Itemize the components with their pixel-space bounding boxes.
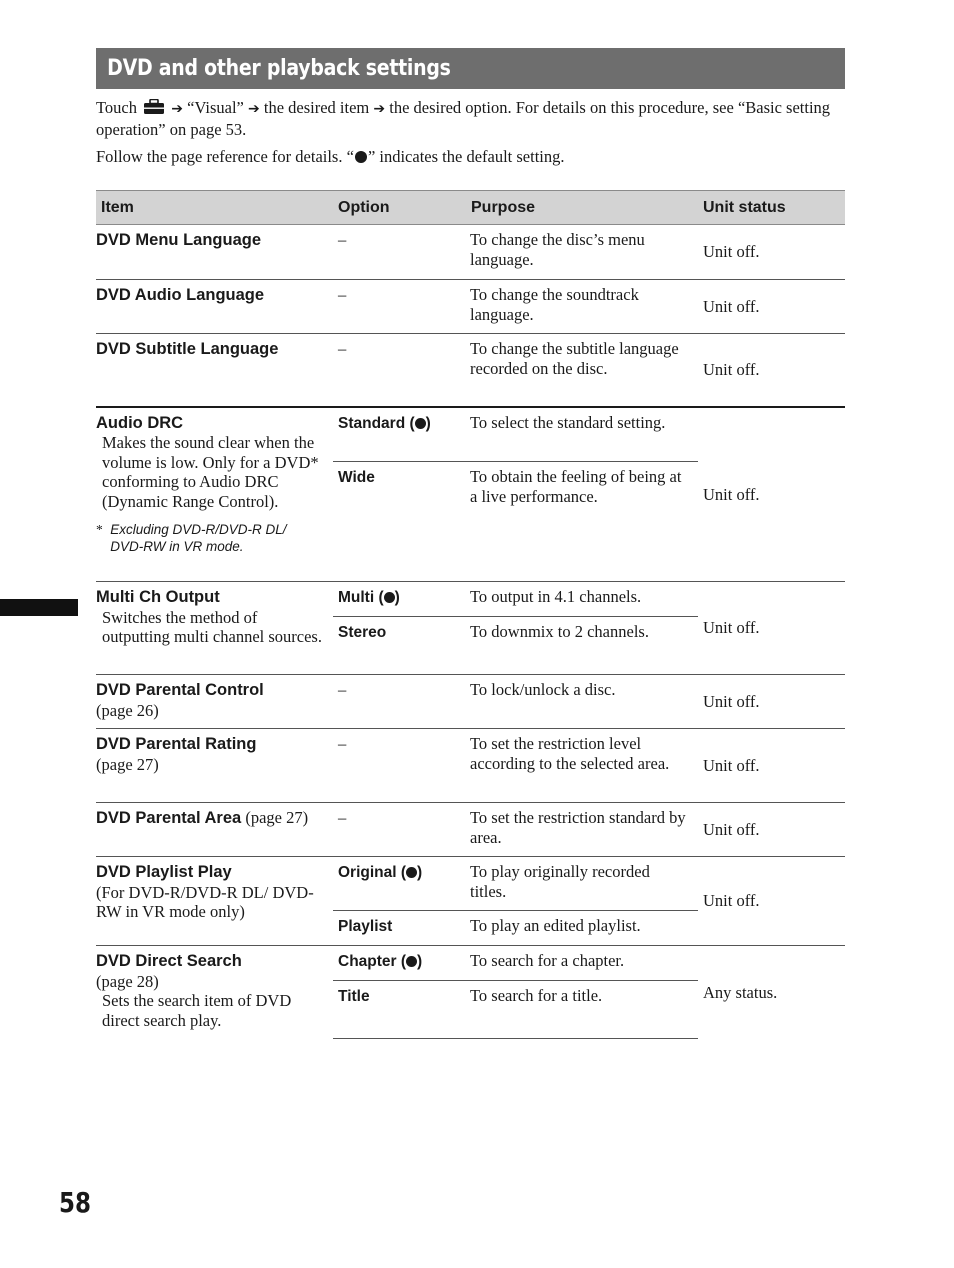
table-row [96,280,845,334]
item-name: DVD Parental Area [96,809,242,827]
item-description: Makes the sound clear when the volume is low. Only for a DVD* conforming to Audio DRC (Dynamic Range Control). [102,433,319,511]
option-value: – [338,285,347,304]
item-name: DVD Menu Language [96,231,262,249]
table-header-row [96,191,845,225]
filled-circle-icon [415,418,426,429]
unit-status-cell: Unit off. [698,729,845,803]
option-cell [333,225,466,280]
option-cell [333,407,466,462]
option-cell [333,617,466,675]
option-name [338,415,431,432]
filled-circle-icon [384,592,395,603]
option-name [338,953,422,970]
unit-status-cell: Unit off. [698,225,845,280]
unit-status-cell: Unit off. [698,334,845,407]
item-cell [96,803,333,857]
item-cell [96,675,333,729]
section-title: DVD and other playback settings [107,56,451,81]
purpose-cell: To change the disc’s menu language. [466,225,698,280]
right-arrow-icon: ➔ [248,101,260,117]
column-header-option: Option [333,191,466,225]
option-cell [333,803,466,857]
item-page-ref: (page 26) [96,700,159,720]
table-row [96,946,845,981]
purpose-cell: To obtain the feeling of being at a live performance. [466,462,698,582]
section-header-bar [96,48,845,89]
item-name: Audio DRC [96,413,184,432]
page-number: 58 [59,1186,91,1219]
item-name: DVD Parental Control [96,681,264,699]
table-row [96,582,845,617]
option-label-suffix: ) [425,414,431,432]
default-note-prefix: Follow the page reference for details. “ [96,147,354,166]
option-name [338,589,400,606]
unit-status-cell: Unit off. [698,280,845,334]
table-row [96,334,845,407]
item-cell [96,334,333,407]
item-name: DVD Subtitle Language [96,340,279,358]
item-name: Multi Ch Output [96,588,220,606]
option-cell [333,857,466,911]
default-note-suffix: ” indicates the default setting. [367,147,565,166]
unit-status-cell: Unit off. [698,407,845,582]
purpose-cell: To change the subtitle language recorded on the disc. [466,334,698,407]
table-row [96,729,845,803]
item-name: DVD Direct Search [96,952,242,970]
option-cell [333,582,466,617]
intro-paragraph [96,98,848,139]
table-row [96,675,845,729]
purpose-cell: To play originally recorded titles. [466,857,698,911]
option-value: – [338,339,347,358]
option-cell [333,334,466,407]
option-cell [333,462,466,582]
settings-table [96,190,845,1039]
item-name: DVD Playlist Play [96,863,232,881]
table-row [96,225,845,280]
purpose-cell: To search for a chapter. [466,946,698,981]
option-value: – [338,808,347,827]
footnote-text: Excluding DVD-R/DVD-R DL/ DVD-RW in VR mode. [110,522,287,554]
item-description: Sets the search item of DVD direct search play. [102,991,292,1030]
item-cell [96,946,333,1039]
filled-circle-icon [355,151,367,163]
option-label: Multi ( [338,589,384,606]
purpose-cell: To set the restriction level according to the selected area. [466,729,698,803]
intro-default-note [96,147,848,167]
column-header-item: Item [96,191,333,225]
table-row [96,803,845,857]
option-cell [333,280,466,334]
option-label: Chapter ( [338,953,407,970]
purpose-cell: To lock/unlock a disc. [466,675,698,729]
unit-status-cell: Unit off. [698,675,845,729]
item-cell [96,407,333,582]
table-row [96,407,845,462]
option-label-suffix: ) [394,589,400,606]
option-cell [333,675,466,729]
purpose-cell: To search for a title. [466,981,698,1039]
item-cell [96,857,333,946]
unit-status-cell: Any status. [698,946,845,1039]
option-name: Wide [338,469,375,486]
item-cell [96,280,333,334]
unit-status-cell: Unit off. [698,803,845,857]
item-page-ref: (For DVD-R/DVD-R DL/ DVD-RW in VR mode only) [96,882,314,921]
filled-circle-icon [406,956,417,967]
option-cell [333,981,466,1039]
footnote-mark: * [96,522,103,537]
purpose-cell: To output in 4.1 channels. [466,582,698,617]
item-page-ref: (page 27) [245,808,309,827]
intro-touch-text: Touch [96,98,138,117]
purpose-cell: To downmix to 2 channels. [466,617,698,675]
option-name: Playlist [338,918,393,935]
option-label-suffix: ) [417,864,423,881]
column-header-unit-status: Unit status [698,191,845,225]
item-description: Switches the method of outputting multi channel sources. [102,607,322,646]
column-header-purpose: Purpose [466,191,698,225]
option-cell [333,946,466,981]
unit-status-cell: Unit off. [698,582,845,675]
right-arrow-icon: ➔ [373,101,386,117]
option-label-suffix: ) [417,953,423,970]
option-cell [333,911,466,946]
purpose-cell: To play an edited playlist. [466,911,698,946]
item-name: DVD Parental Rating [96,735,257,753]
footnote [96,521,327,555]
intro-visual-text: “Visual” [187,98,244,117]
right-arrow-icon: ➔ [171,101,183,117]
purpose-cell: To select the standard setting. [466,407,698,462]
item-cell [96,582,333,675]
item-page-ref: (page 27) [96,754,159,774]
item-cell [96,225,333,280]
side-index-tab [0,599,78,616]
option-label: Original ( [338,864,407,881]
intro-rest-text: the desired option. For details on this procedure, see “Basic setting operation” on page 53. [96,98,831,139]
option-name [338,864,422,881]
filled-circle-icon [406,867,417,878]
option-value: – [338,734,347,753]
purpose-cell: To change the soundtrack language. [466,280,698,334]
purpose-cell: To set the restriction standard by area. [466,803,698,857]
table-row [96,857,845,911]
unit-status-cell: Unit off. [698,857,845,946]
option-value: – [338,680,347,699]
option-name: Title [338,988,370,1005]
toolbox-icon [143,99,165,115]
option-name: Stereo [338,624,387,641]
item-cell [96,729,333,803]
option-label: Standard ( [338,414,415,432]
item-page-ref: (page 28) [96,971,159,991]
option-cell [333,729,466,803]
item-name: DVD Audio Language [96,286,265,304]
intro-item-text: the desired item [263,98,370,117]
option-value: – [338,230,347,249]
